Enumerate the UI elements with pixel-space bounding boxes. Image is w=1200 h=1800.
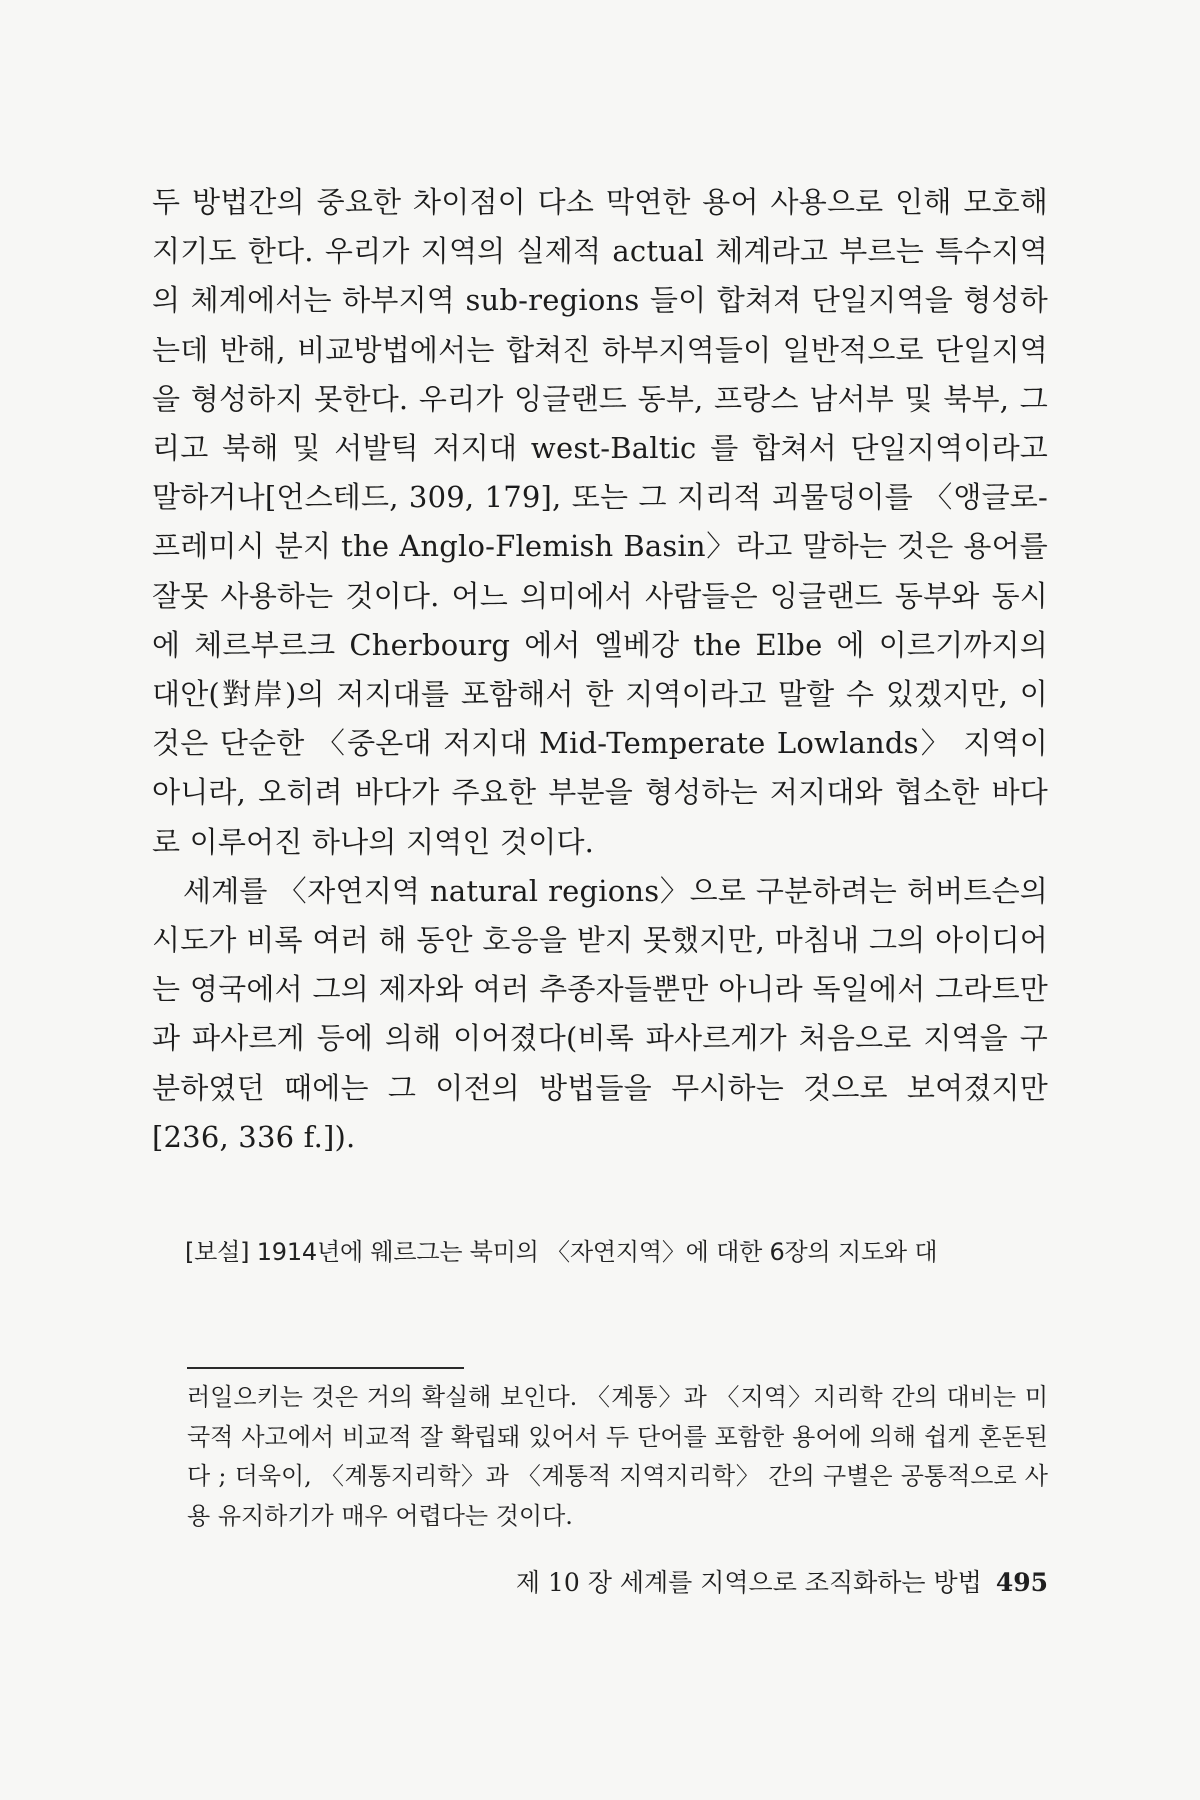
supplementary-note: [보설] 1914년에 웨르그는 북미의 〈자연지역〉에 대한 6장의 지도와 대 <box>185 1238 938 1266</box>
footnote-divider <box>187 1367 464 1369</box>
paragraph-2: 세계를 〈자연지역 natural regions〉으로 구분하려는 허버트슨의 시도가 비록 여러 해 동안 호응을 받지 못했지만, 마침내 그의 아이디어는 영국에서 그의 제자와 여러 추종자들뿐만 아니라 독일에서 그라트만과 파사르게 등에 의해 이어졌다(비록 파사르게가 처음으로 지역을 구분하였던 때에는 그 이전의 방법들을 무시하는 것으로 보여졌지만[236, 336 f.]). <box>152 873 1049 1154</box>
page-number: 495 <box>995 1568 1048 1597</box>
chapter-title: 제 10 장 세계를 지역으로 조직화하는 방법 <box>515 1568 982 1597</box>
paragraph-1: 두 방법간의 중요한 차이점이 다소 막연한 용어 사용으로 인해 모호해지기도 한다. 우리가 지역의 실제적 actual 체계라고 부르는 특수지역의 체계에서는 하부지역 sub-regions 들이 합쳐져 단일지역을 형성하는데 반해, 비교방법에서는 합쳐진 하부지역들이 일반적으로 단일지역을 형성하지 못한다. 우리가 잉글랜드 동부, 프랑스 남서부 및 북부, 그리고 북해 및 서발틱 저지대 west-Baltic 를 합쳐서 단일지역이라고 말하거나[언스테드, 309, 179], 또는 그 지리적 괴물덩이를 〈앵글로-프레미시 분지 the Anglo-Flemish Basin〉라고 말하는 것은 용어를 잘못 사용하는 것이다. 어느 의미에서 사람들은 잉글랜드 동부와 동시에 체르부르크 Cherbourg 에서 엘베강 the Elbe 에 이르기까지의 대안(對岸)의 저지대를 포함해서 한 지역이라고 말할 수 있겠지만, 이것은 단순한 〈중온대 저지대 Mid-Temperate Lowlands〉 지역이 아니라, 오히려 바다가 주요한 부분을 형성하는 저지대와 협소한 바다로 이루어진 하나의 지역인 것이다. <box>152 185 1048 859</box>
footnote-text: 러일으키는 것은 거의 확실해 보인다. 〈계통〉과 〈지역〉지리학 간의 대비는 미국적 사고에서 비교적 잘 확립돼 있어서 두 단어를 포함한 용어에 의해 쉽게 혼돈된다 ; 더욱이, 〈계통지리학〉과 〈계통적 지역지리학〉 간의 구별은 공통적으로 사용 유지하기가 매우 어렵다는 것이다. <box>187 1383 1048 1530</box>
main-text <box>152 178 1048 1162</box>
running-footer <box>430 1565 1048 1601</box>
